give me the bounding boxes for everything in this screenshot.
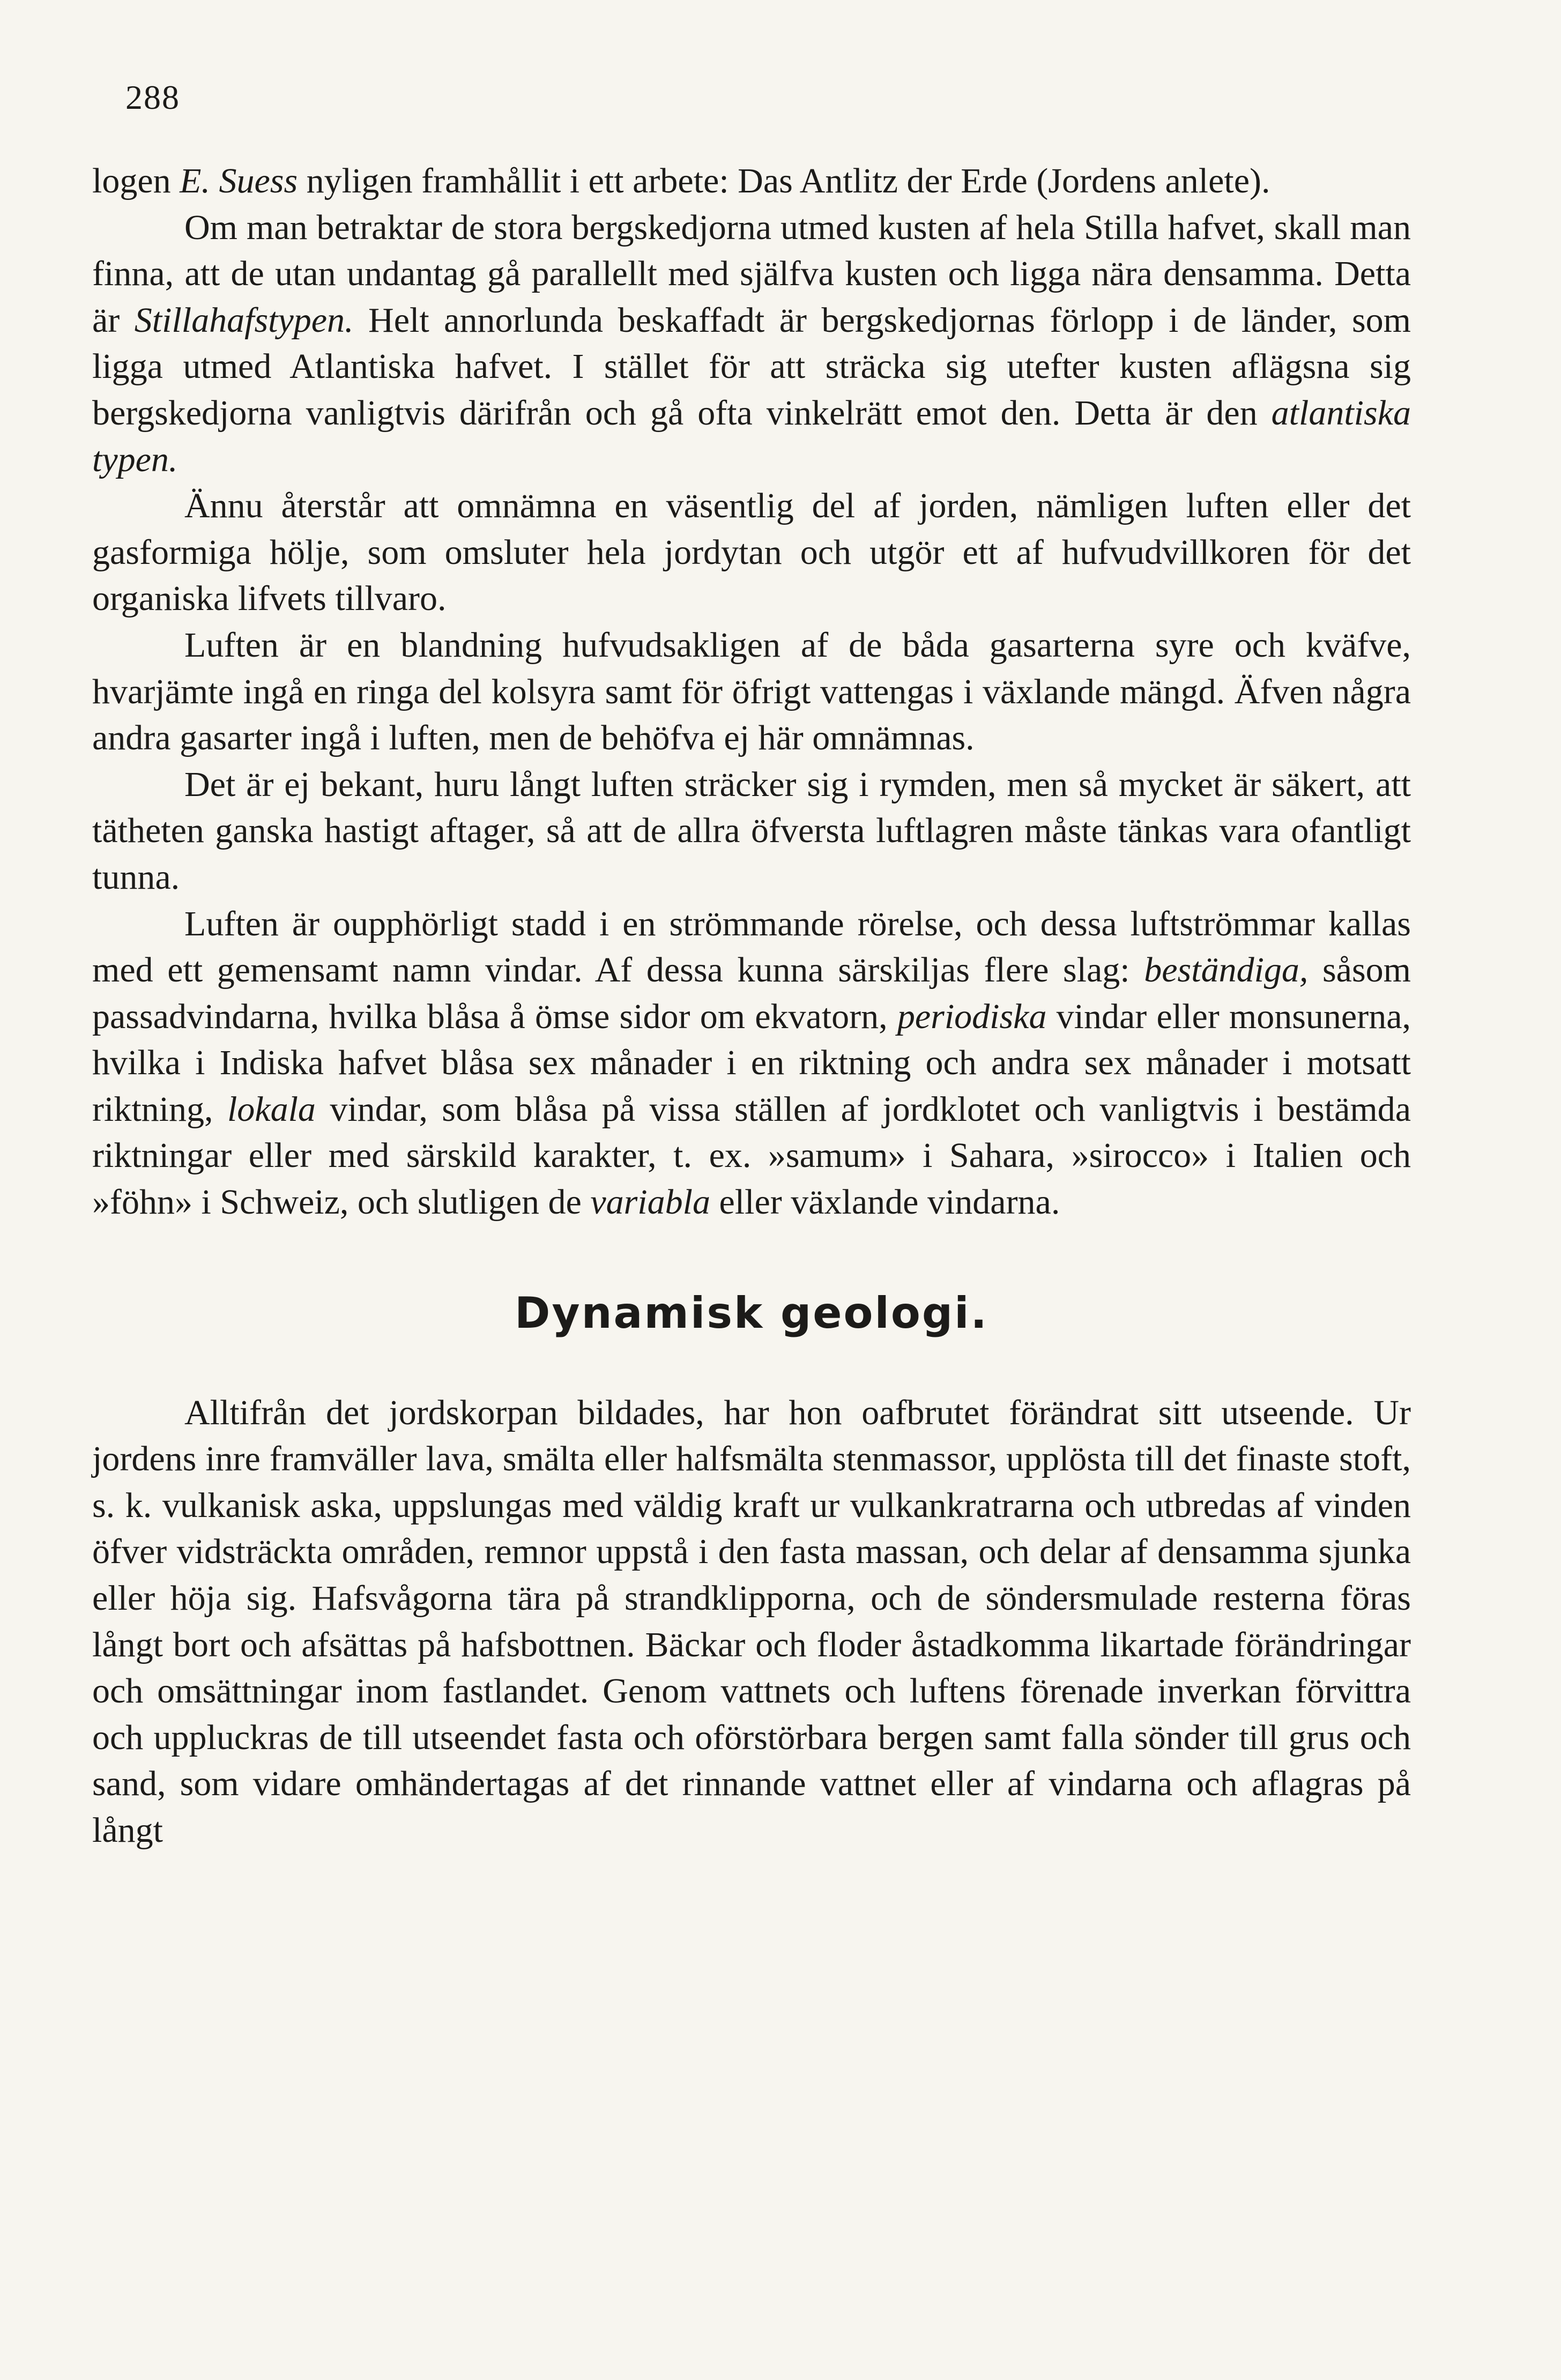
text-run: eller växlande vindarna.	[710, 1182, 1060, 1222]
italic-term: periodiska	[897, 996, 1047, 1036]
italic-term: lokala	[227, 1089, 316, 1129]
italic-term: Stillahafstypen.	[134, 300, 354, 340]
paragraph-winds	[92, 901, 1411, 1226]
italic-initial: E.	[180, 161, 210, 200]
paragraph-dynamic-geology: Alltifrån det jordskorpan bildades, har hon oafbrutet förändrat sitt utseende. Ur jordens inre framväller lava, smälta eller halfsmälta stenmassor, upplösta till det finaste stoft, s. k. vulkanisk aska, uppslungas med väldig kraft ur vulkankratrarna och utbredas af vinden öfver vidsträckta områden, remnor uppstå i den fasta massan, och delar af densamma sjunka eller höja sig. Hafsvågorna tära på strandklipporna, och de söndersmulade resterna föras långt bort och afsättas på hafsbottnen. Bäckar och floder åstadkomma likartade förändringar och omsättningar inom fastlandet. Genom vattnets och luftens förenade inverkan förvittra och uppluckras de till utseendet fasta och oförstörbara bergen samt falla sönder till grus och sand, som vidare omhändertagas af det rinnande vattnet eller af vindarna och aflagras på långt	[92, 1393, 1411, 1850]
text-run: vindar, som blåsa på vissa ställen af jordklotet och vanligtvis i bestämda riktningar eller med särskild karakter, t. ex. »samum» i Sahara, »sirocco» i Italien och »föhn» i Schweiz, och slutligen de	[92, 1089, 1411, 1222]
paragraph-air-extent: Det är ej bekant, huru långt luften sträcker sig i rymden, men så mycket är säkert, att tätheten ganska hastigt aftager, så att de allra öfversta luftlagren måste tänkas vara ofantligt tunna.	[92, 764, 1411, 897]
paragraph-air-composition: Luften är en blandning hufvudsakligen af de båda gasarterna syre och kväfve, hvarjämte ingå en ringa del kolsyra samt för öfrigt vattengas i växlande mängd. Äfven några andra gasarter ingå i luften, men de behöfva ej här omnämnas.	[92, 625, 1411, 758]
paragraph-air: Ännu återstår att omnämna en väsentlig del af jorden, nämligen luften eller det gasformiga hölje, som omsluter hela jordytan och utgör ett af hufvudvillkoren för det organiska lifvets tillvaro.	[92, 486, 1411, 619]
paragraph-continued	[92, 158, 1411, 205]
text-run	[210, 161, 219, 200]
italic-term: atlantiska typen.	[92, 393, 1411, 479]
text-run: Helt annorlunda beskaffadt är bergskedjornas förlopp i de länder, som ligga utmed Atlantiska hafvet. I stället för att sträcka sig utefter kusten aflägsna sig bergskedjorna vanligtvis därifrån och gå ofta vinkelrätt emot den. Detta är den	[92, 300, 1411, 433]
italic-term: beständiga,	[1144, 950, 1309, 990]
paragraph-mountain-types	[92, 205, 1411, 484]
page-number: 288	[125, 78, 180, 116]
text-run: logen	[92, 161, 180, 200]
body-text	[92, 158, 1411, 1854]
text-run: Luften är oupphörligt stadd i en strömmande rörelse, och dessa luftströmmar kallas med ett gemensamt namn vindar. Af dessa kunna särskiljas flere slag:	[92, 904, 1411, 990]
text-run: såsom passadvindarna, hvilka blåsa å ömse sidor om ekvatorn,	[92, 950, 1411, 1036]
italic-name: Suess	[219, 161, 298, 200]
text-run: Om man betraktar de stora bergskedjorna utmed kusten af hela Stilla hafvet, skall man finna, att de utan undantag gå parallellt med själfva kusten och ligga nära densamma. Detta är	[92, 207, 1411, 340]
section-heading: Dynamisk geologi.	[515, 1288, 988, 1338]
text-run: vindar eller monsunerna, hvilka i Indiska hafvet blåsa sex månader i en riktning och andra sex månader i motsatt riktning,	[92, 996, 1411, 1129]
text-run: nyligen framhållit i ett arbete: Das Antlitz der Erde (Jordens anlete).	[298, 161, 1270, 200]
italic-term: variabla	[590, 1182, 710, 1222]
